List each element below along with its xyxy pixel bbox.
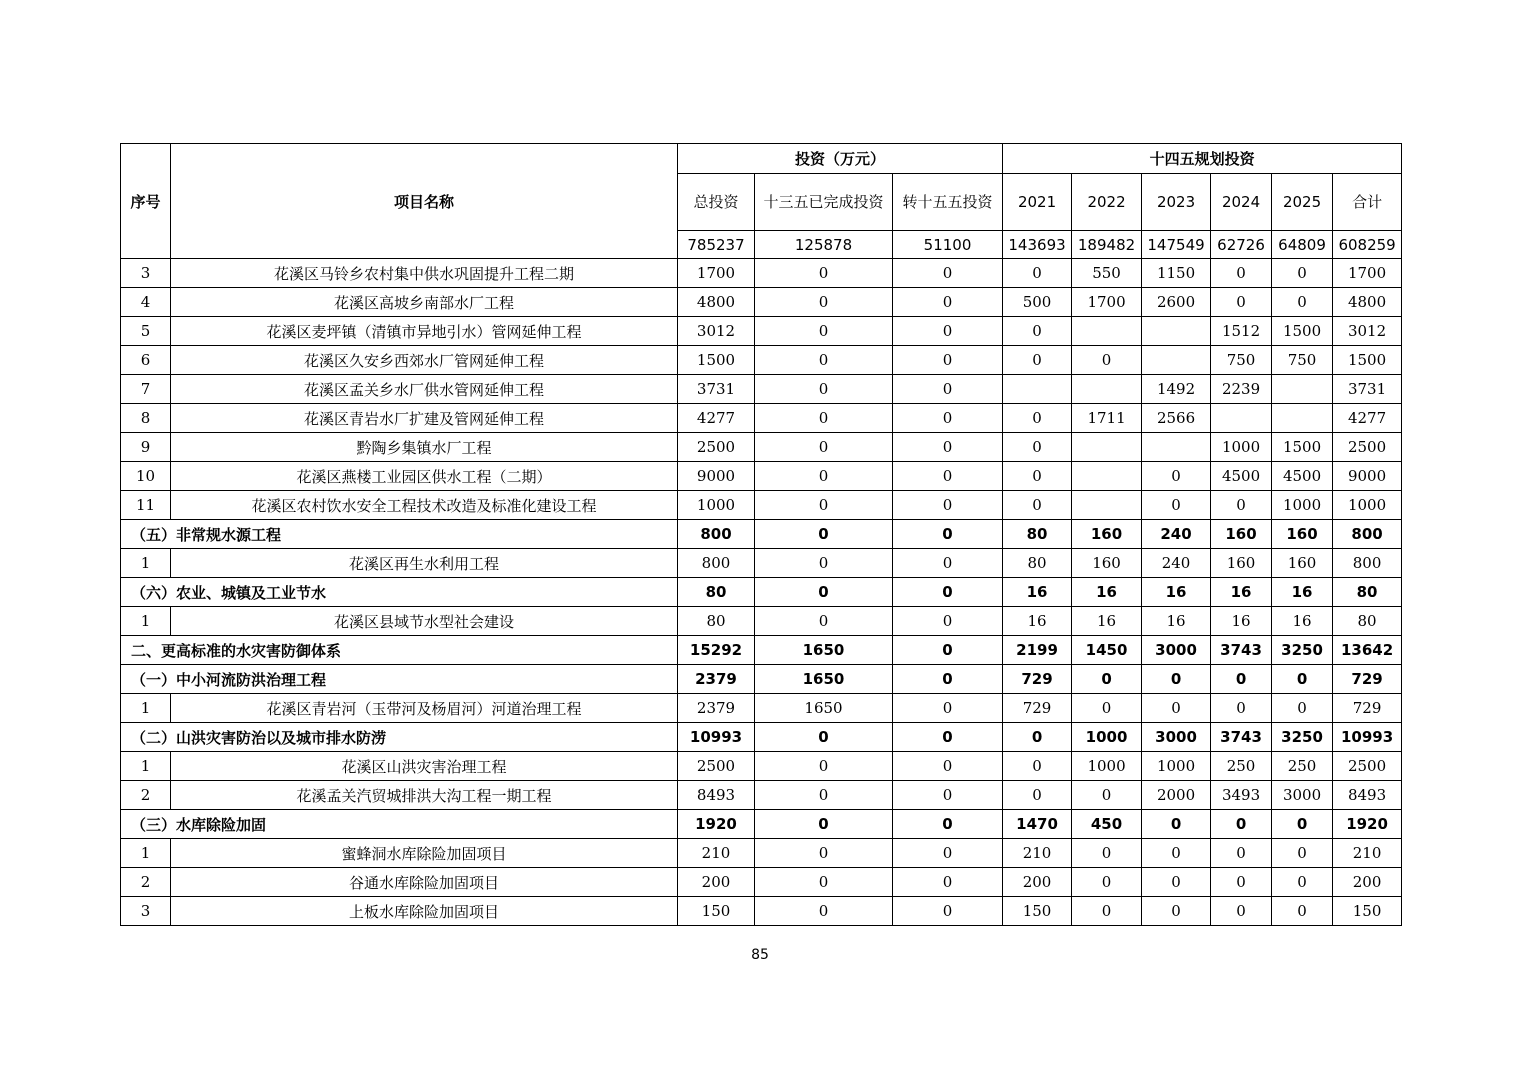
value-cell: 16 xyxy=(1003,578,1072,607)
value-cell: 250 xyxy=(1272,752,1333,781)
value-cell: 150 xyxy=(1333,897,1402,926)
sub-header-cell: 合计 xyxy=(1333,174,1402,231)
project-name-cell: 蜜蜂洞水库除险加固项目 xyxy=(171,839,678,868)
value-cell: 0 xyxy=(1003,491,1072,520)
value-cell: 0 xyxy=(755,404,893,433)
value-cell: 0 xyxy=(893,288,1003,317)
value-cell: 1700 xyxy=(1333,259,1402,288)
value-cell: 0 xyxy=(755,375,893,404)
value-cell: 1920 xyxy=(678,810,755,839)
value-cell: 0 xyxy=(1272,665,1333,694)
investment-group-header: 投资（万元） xyxy=(678,144,1003,174)
value-cell: 240 xyxy=(1142,520,1211,549)
value-cell: 0 xyxy=(755,810,893,839)
value-cell xyxy=(1142,317,1211,346)
seq-cell: 1 xyxy=(121,839,171,868)
value-cell: 0 xyxy=(755,288,893,317)
table-row xyxy=(121,346,1402,375)
value-cell: 0 xyxy=(1272,897,1333,926)
value-cell: 16 xyxy=(1142,607,1211,636)
value-cell: 0 xyxy=(1072,868,1142,897)
value-cell: 1000 xyxy=(678,491,755,520)
value-cell: 0 xyxy=(1272,694,1333,723)
table-body xyxy=(121,259,1402,926)
value-cell: 750 xyxy=(1272,346,1333,375)
section-title: （二）山洪灾害防治以及城市排水防涝 xyxy=(121,723,678,752)
value-cell: 2239 xyxy=(1211,375,1272,404)
table-row xyxy=(121,897,1402,926)
table-row xyxy=(121,404,1402,433)
value-cell: 0 xyxy=(893,346,1003,375)
section-row xyxy=(121,636,1402,665)
sub-header-cell: 2023 xyxy=(1142,174,1211,231)
value-cell: 2500 xyxy=(678,752,755,781)
value-cell xyxy=(1072,433,1142,462)
value-cell: 0 xyxy=(1003,781,1072,810)
value-cell: 0 xyxy=(755,752,893,781)
table-row xyxy=(121,752,1402,781)
value-cell: 2000 xyxy=(1142,781,1211,810)
value-cell: 3743 xyxy=(1211,723,1272,752)
value-cell: 1000 xyxy=(1333,491,1402,520)
value-cell xyxy=(1142,346,1211,375)
seq-cell: 2 xyxy=(121,781,171,810)
value-cell: 0 xyxy=(1003,346,1072,375)
value-cell: 0 xyxy=(893,839,1003,868)
value-cell: 0 xyxy=(755,549,893,578)
value-cell: 1512 xyxy=(1211,317,1272,346)
value-cell: 3731 xyxy=(1333,375,1402,404)
value-cell: 3731 xyxy=(678,375,755,404)
value-cell: 0 xyxy=(1142,665,1211,694)
value-cell: 0 xyxy=(893,636,1003,665)
value-cell: 0 xyxy=(755,259,893,288)
section-title: （五）非常规水源工程 xyxy=(121,520,678,549)
value-cell: 0 xyxy=(755,462,893,491)
value-cell: 0 xyxy=(755,433,893,462)
section-title: （一）中小河流防洪治理工程 xyxy=(121,665,678,694)
value-cell: 0 xyxy=(1211,810,1272,839)
value-cell: 0 xyxy=(1211,694,1272,723)
value-cell: 500 xyxy=(1003,288,1072,317)
value-cell: 1470 xyxy=(1003,810,1072,839)
value-cell: 550 xyxy=(1072,259,1142,288)
section-row xyxy=(121,520,1402,549)
value-cell: 0 xyxy=(1211,897,1272,926)
value-cell: 4800 xyxy=(678,288,755,317)
value-cell: 80 xyxy=(678,607,755,636)
value-cell: 1711 xyxy=(1072,404,1142,433)
value-cell: 0 xyxy=(893,433,1003,462)
seq-cell: 6 xyxy=(121,346,171,375)
value-cell: 1492 xyxy=(1142,375,1211,404)
value-cell: 0 xyxy=(1072,839,1142,868)
value-cell: 0 xyxy=(893,694,1003,723)
value-cell: 200 xyxy=(678,868,755,897)
project-name-cell: 花溪区农村饮水安全工程技术改造及标准化建设工程 xyxy=(171,491,678,520)
value-cell: 3000 xyxy=(1272,781,1333,810)
seq-cell: 10 xyxy=(121,462,171,491)
value-cell: 160 xyxy=(1072,520,1142,549)
value-cell: 210 xyxy=(1333,839,1402,868)
value-cell: 3000 xyxy=(1142,636,1211,665)
value-cell: 0 xyxy=(1072,897,1142,926)
value-cell: 0 xyxy=(755,346,893,375)
value-cell: 0 xyxy=(755,723,893,752)
sub-header-cell: 2021 xyxy=(1003,174,1072,231)
value-cell: 0 xyxy=(755,897,893,926)
value-cell: 1450 xyxy=(1072,636,1142,665)
project-name-cell: 花溪区高坡乡南部水厂工程 xyxy=(171,288,678,317)
value-cell: 1000 xyxy=(1072,752,1142,781)
value-cell: 1920 xyxy=(1333,810,1402,839)
value-cell: 0 xyxy=(1072,346,1142,375)
total-cell: 189482 xyxy=(1072,231,1142,259)
value-cell: 160 xyxy=(1211,549,1272,578)
value-cell xyxy=(1072,317,1142,346)
value-cell: 0 xyxy=(1142,462,1211,491)
table-row xyxy=(121,549,1402,578)
seq-cell: 11 xyxy=(121,491,171,520)
value-cell: 0 xyxy=(755,491,893,520)
value-cell: 0 xyxy=(893,781,1003,810)
value-cell: 8493 xyxy=(1333,781,1402,810)
value-cell: 1500 xyxy=(1272,433,1333,462)
value-cell: 0 xyxy=(893,404,1003,433)
seq-cell: 1 xyxy=(121,549,171,578)
value-cell: 2600 xyxy=(1142,288,1211,317)
value-cell: 1650 xyxy=(755,665,893,694)
project-name-cell: 花溪区山洪灾害治理工程 xyxy=(171,752,678,781)
value-cell: 0 xyxy=(1003,752,1072,781)
value-cell: 0 xyxy=(755,607,893,636)
value-cell: 160 xyxy=(1072,549,1142,578)
table-row xyxy=(121,462,1402,491)
total-cell: 785237 xyxy=(678,231,755,259)
table-row xyxy=(121,868,1402,897)
project-name-cell: 上板水库除险加固项目 xyxy=(171,897,678,926)
value-cell: 240 xyxy=(1142,549,1211,578)
table-row xyxy=(121,433,1402,462)
table-row xyxy=(121,375,1402,404)
value-cell: 1650 xyxy=(755,694,893,723)
section-title: （三）水库除险加固 xyxy=(121,810,678,839)
value-cell: 200 xyxy=(1003,868,1072,897)
value-cell: 3012 xyxy=(678,317,755,346)
section-title: （六）农业、城镇及工业节水 xyxy=(121,578,678,607)
value-cell: 2379 xyxy=(678,665,755,694)
value-cell: 1500 xyxy=(1272,317,1333,346)
table-row xyxy=(121,317,1402,346)
value-cell: 750 xyxy=(1211,346,1272,375)
value-cell: 250 xyxy=(1211,752,1272,781)
section-row xyxy=(121,723,1402,752)
value-cell: 2500 xyxy=(1333,433,1402,462)
project-name-cell: 黔陶乡集镇水厂工程 xyxy=(171,433,678,462)
value-cell: 80 xyxy=(1333,607,1402,636)
value-cell: 9000 xyxy=(1333,462,1402,491)
sub-header-cell: 转十五五投资 xyxy=(893,174,1003,231)
value-cell: 1000 xyxy=(1142,752,1211,781)
project-name-cell: 花溪区青岩水厂扩建及管网延伸工程 xyxy=(171,404,678,433)
value-cell xyxy=(1142,433,1211,462)
value-cell xyxy=(1211,404,1272,433)
value-cell: 0 xyxy=(1003,317,1072,346)
value-cell: 0 xyxy=(755,520,893,549)
value-cell: 1700 xyxy=(1072,288,1142,317)
value-cell: 0 xyxy=(1211,288,1272,317)
seq-cell: 5 xyxy=(121,317,171,346)
value-cell: 3000 xyxy=(1142,723,1211,752)
value-cell: 15292 xyxy=(678,636,755,665)
project-name-cell: 花溪区麦坪镇（清镇市异地引水）管网延伸工程 xyxy=(171,317,678,346)
value-cell: 729 xyxy=(1003,665,1072,694)
value-cell: 80 xyxy=(1003,520,1072,549)
table-row xyxy=(121,694,1402,723)
value-cell: 0 xyxy=(893,491,1003,520)
table-row xyxy=(121,839,1402,868)
value-cell: 0 xyxy=(893,375,1003,404)
value-cell: 0 xyxy=(1003,259,1072,288)
section-row xyxy=(121,810,1402,839)
value-cell: 9000 xyxy=(678,462,755,491)
seq-cell: 2 xyxy=(121,868,171,897)
value-cell: 0 xyxy=(1211,868,1272,897)
value-cell: 150 xyxy=(678,897,755,926)
value-cell: 0 xyxy=(1003,462,1072,491)
value-cell: 729 xyxy=(1003,694,1072,723)
value-cell: 0 xyxy=(893,868,1003,897)
table-row xyxy=(121,288,1402,317)
value-cell: 1000 xyxy=(1072,723,1142,752)
table-row xyxy=(121,781,1402,810)
value-cell: 0 xyxy=(893,665,1003,694)
value-cell: 4500 xyxy=(1272,462,1333,491)
value-cell: 0 xyxy=(1072,694,1142,723)
value-cell: 1700 xyxy=(678,259,755,288)
value-cell: 160 xyxy=(1211,520,1272,549)
value-cell: 1000 xyxy=(1272,491,1333,520)
value-cell: 800 xyxy=(1333,520,1402,549)
value-cell: 3012 xyxy=(1333,317,1402,346)
total-cell: 62726 xyxy=(1211,231,1272,259)
value-cell: 0 xyxy=(893,520,1003,549)
value-cell: 0 xyxy=(893,897,1003,926)
value-cell: 0 xyxy=(755,868,893,897)
project-name-cell: 花溪孟关汽贸城排洪大沟工程一期工程 xyxy=(171,781,678,810)
value-cell: 729 xyxy=(1333,665,1402,694)
value-cell: 450 xyxy=(1072,810,1142,839)
value-cell: 3493 xyxy=(1211,781,1272,810)
value-cell: 0 xyxy=(1142,839,1211,868)
value-cell: 13642 xyxy=(1333,636,1402,665)
value-cell: 800 xyxy=(678,520,755,549)
value-cell: 0 xyxy=(755,578,893,607)
value-cell: 0 xyxy=(1072,665,1142,694)
total-cell: 143693 xyxy=(1003,231,1072,259)
value-cell xyxy=(1272,375,1333,404)
value-cell: 0 xyxy=(1272,259,1333,288)
table-row xyxy=(121,607,1402,636)
value-cell: 800 xyxy=(678,549,755,578)
value-cell: 80 xyxy=(1003,549,1072,578)
value-cell: 150 xyxy=(1003,897,1072,926)
value-cell: 16 xyxy=(1272,578,1333,607)
value-cell xyxy=(1072,462,1142,491)
value-cell: 1650 xyxy=(755,636,893,665)
value-cell: 0 xyxy=(893,317,1003,346)
value-cell xyxy=(1072,491,1142,520)
value-cell: 0 xyxy=(1142,897,1211,926)
project-name-cell: 花溪区马铃乡农村集中供水巩固提升工程二期 xyxy=(171,259,678,288)
seq-cell: 4 xyxy=(121,288,171,317)
value-cell: 3250 xyxy=(1272,636,1333,665)
seq-cell: 3 xyxy=(121,897,171,926)
value-cell: 210 xyxy=(678,839,755,868)
section-row xyxy=(121,578,1402,607)
seq-cell: 1 xyxy=(121,607,171,636)
value-cell: 0 xyxy=(755,839,893,868)
value-cell: 16 xyxy=(1072,578,1142,607)
value-cell: 2379 xyxy=(678,694,755,723)
value-cell: 8493 xyxy=(678,781,755,810)
value-cell: 0 xyxy=(1211,491,1272,520)
value-cell: 0 xyxy=(1272,839,1333,868)
table-header xyxy=(121,144,1402,259)
value-cell: 2199 xyxy=(1003,636,1072,665)
value-cell: 0 xyxy=(893,259,1003,288)
value-cell: 0 xyxy=(1003,404,1072,433)
value-cell: 16 xyxy=(1211,578,1272,607)
value-cell: 80 xyxy=(1333,578,1402,607)
value-cell: 160 xyxy=(1272,549,1333,578)
value-cell: 16 xyxy=(1072,607,1142,636)
value-cell: 1500 xyxy=(678,346,755,375)
section-row xyxy=(121,665,1402,694)
value-cell: 0 xyxy=(755,781,893,810)
table-row xyxy=(121,259,1402,288)
value-cell: 0 xyxy=(1211,259,1272,288)
name-header: 项目名称 xyxy=(171,144,678,259)
value-cell: 10993 xyxy=(678,723,755,752)
value-cell: 4277 xyxy=(678,404,755,433)
total-cell: 608259 xyxy=(1333,231,1402,259)
project-name-cell: 谷通水库除险加固项目 xyxy=(171,868,678,897)
seq-header: 序号 xyxy=(121,144,171,259)
value-cell: 0 xyxy=(893,810,1003,839)
project-name-cell: 花溪区久安乡西郊水厂管网延伸工程 xyxy=(171,346,678,375)
value-cell: 3743 xyxy=(1211,636,1272,665)
project-name-cell: 花溪区再生水利用工程 xyxy=(171,549,678,578)
value-cell: 0 xyxy=(1272,810,1333,839)
value-cell: 0 xyxy=(893,607,1003,636)
value-cell: 2500 xyxy=(1333,752,1402,781)
sub-header-cell: 2025 xyxy=(1272,174,1333,231)
value-cell: 729 xyxy=(1333,694,1402,723)
value-cell: 160 xyxy=(1272,520,1333,549)
table-row xyxy=(121,491,1402,520)
value-cell: 1500 xyxy=(1333,346,1402,375)
value-cell: 16 xyxy=(1272,607,1333,636)
project-name-cell: 花溪区县域节水型社会建设 xyxy=(171,607,678,636)
value-cell: 1150 xyxy=(1142,259,1211,288)
seq-cell: 1 xyxy=(121,752,171,781)
value-cell: 4500 xyxy=(1211,462,1272,491)
value-cell: 210 xyxy=(1003,839,1072,868)
sub-header-cell: 2022 xyxy=(1072,174,1142,231)
seq-cell: 3 xyxy=(121,259,171,288)
sub-header-cell: 十三五已完成投资 xyxy=(755,174,893,231)
value-cell: 4277 xyxy=(1333,404,1402,433)
total-cell: 147549 xyxy=(1142,231,1211,259)
value-cell xyxy=(1272,404,1333,433)
sub-header-cell: 总投资 xyxy=(678,174,755,231)
seq-cell: 7 xyxy=(121,375,171,404)
value-cell: 0 xyxy=(893,752,1003,781)
project-name-cell: 花溪区燕楼工业园区供水工程（二期） xyxy=(171,462,678,491)
value-cell: 0 xyxy=(1211,839,1272,868)
seq-cell: 9 xyxy=(121,433,171,462)
total-cell: 125878 xyxy=(755,231,893,259)
value-cell: 0 xyxy=(1142,694,1211,723)
value-cell: 80 xyxy=(678,578,755,607)
value-cell: 0 xyxy=(1211,665,1272,694)
project-name-cell: 花溪区孟关乡水厂供水管网延伸工程 xyxy=(171,375,678,404)
value-cell: 0 xyxy=(1142,491,1211,520)
value-cell: 2566 xyxy=(1142,404,1211,433)
value-cell: 16 xyxy=(1003,607,1072,636)
value-cell: 0 xyxy=(893,578,1003,607)
value-cell: 0 xyxy=(755,317,893,346)
page-number: 85 xyxy=(751,947,769,963)
total-cell: 51100 xyxy=(893,231,1003,259)
plan-group-header: 十四五规划投资 xyxy=(1003,144,1402,174)
value-cell: 0 xyxy=(1142,810,1211,839)
value-cell: 3250 xyxy=(1272,723,1333,752)
value-cell: 0 xyxy=(1003,433,1072,462)
project-name-cell: 花溪区青岩河（玉带河及杨眉河）河道治理工程 xyxy=(171,694,678,723)
value-cell: 4800 xyxy=(1333,288,1402,317)
value-cell: 0 xyxy=(893,462,1003,491)
value-cell: 0 xyxy=(1272,288,1333,317)
value-cell: 16 xyxy=(1142,578,1211,607)
sub-header-cell: 2024 xyxy=(1211,174,1272,231)
value-cell xyxy=(1072,375,1142,404)
value-cell: 0 xyxy=(1003,723,1072,752)
value-cell: 0 xyxy=(1272,868,1333,897)
seq-cell: 1 xyxy=(121,694,171,723)
value-cell: 0 xyxy=(1142,868,1211,897)
value-cell: 0 xyxy=(893,723,1003,752)
total-cell: 64809 xyxy=(1272,231,1333,259)
value-cell: 2500 xyxy=(678,433,755,462)
value-cell: 10993 xyxy=(1333,723,1402,752)
investment-table xyxy=(120,143,1402,926)
value-cell: 800 xyxy=(1333,549,1402,578)
value-cell: 0 xyxy=(893,549,1003,578)
value-cell xyxy=(1003,375,1072,404)
section-title: 二、更高标准的水灾害防御体系 xyxy=(121,636,678,665)
seq-cell: 8 xyxy=(121,404,171,433)
value-cell: 1000 xyxy=(1211,433,1272,462)
value-cell: 0 xyxy=(1072,781,1142,810)
value-cell: 16 xyxy=(1211,607,1272,636)
value-cell: 200 xyxy=(1333,868,1402,897)
